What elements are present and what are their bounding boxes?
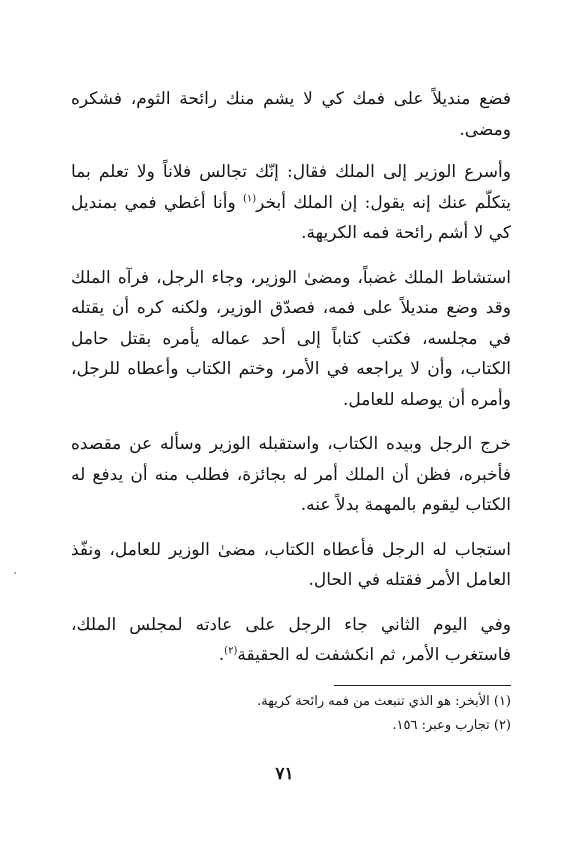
paragraph-3-text: استشاط الملك غضباً، ومضىٰ الوزير، وجاء الرجل، فرآه الملك وقد وضع منديلاً على فمه، فصدّق الوزير، ولكنه كره أن يقتله في مجلسه، فكتب كتاباً إلى أحد عماله يأمره بقتل حامل الكتاب، وأن لا يراجعه في الأمر، وختم الكتاب وأعطاه للرجل، وأمره أن يوصله للعامل. bbox=[71, 267, 511, 410]
footnote-2: (٢) تجارب وعبر: ١٥٦. bbox=[392, 718, 511, 733]
paragraph-6-text-before: وفي اليوم الثاني جاء الرجل على عادته لمجلس الملك، فاستغرب الأمر، ثم انكشفت له الحقيقة bbox=[71, 614, 511, 665]
paragraph-3 bbox=[71, 263, 511, 416]
margin-speck bbox=[14, 572, 16, 574]
paragraph-6-text-after: . bbox=[218, 645, 225, 665]
footnote-divider bbox=[334, 685, 511, 686]
paragraph-5-text: استجاب له الرجل فأعطاه الكتاب، مضىٰ الوزير للعامل، ونفّذ العامل الأمر فقتله في الحال. bbox=[71, 539, 511, 590]
paragraph-5 bbox=[71, 535, 511, 596]
paragraph-1 bbox=[71, 84, 511, 145]
paragraph-6 bbox=[71, 610, 511, 671]
paragraph-2 bbox=[71, 157, 511, 249]
paragraph-4-text: خرج الرجل وبيده الكتاب، واستقبله الوزير وسأله عن مقصده فأخبره، فظن أن الملك أمر له بجائزة، فطلب منه أن يدفع له الكتاب ليقوم بالمهمة بدلاً عنه. bbox=[71, 434, 511, 515]
paragraph-2-text-after: وأنا أغطي فمي بمنديل كي لا أشم رائحة فمه الكريهة. bbox=[71, 192, 511, 243]
main-text bbox=[71, 84, 511, 685]
footnote-ref-2: (٢) bbox=[224, 645, 238, 657]
footnote-1: (١) الأبخر: هو الذي تنبعث من فمه رائحة كريهة. bbox=[257, 694, 511, 709]
page-number: ٧١ bbox=[275, 764, 294, 784]
paragraph-4 bbox=[71, 429, 511, 521]
paragraph-1-text: فضع منديلاً على فمك كي لا يشم منك رائحة الثوم، فشكره ومضى. bbox=[71, 89, 511, 140]
paragraph-2-text-before: وأسرع الوزير إلى الملك فقال: إنّك تجالس فلاناً ولا تعلم بما يتكلّم عنك إنه يقول: إن الملك أبخر bbox=[71, 162, 511, 213]
footnote-ref-1: (١) bbox=[242, 192, 257, 204]
footnotes bbox=[71, 690, 511, 738]
